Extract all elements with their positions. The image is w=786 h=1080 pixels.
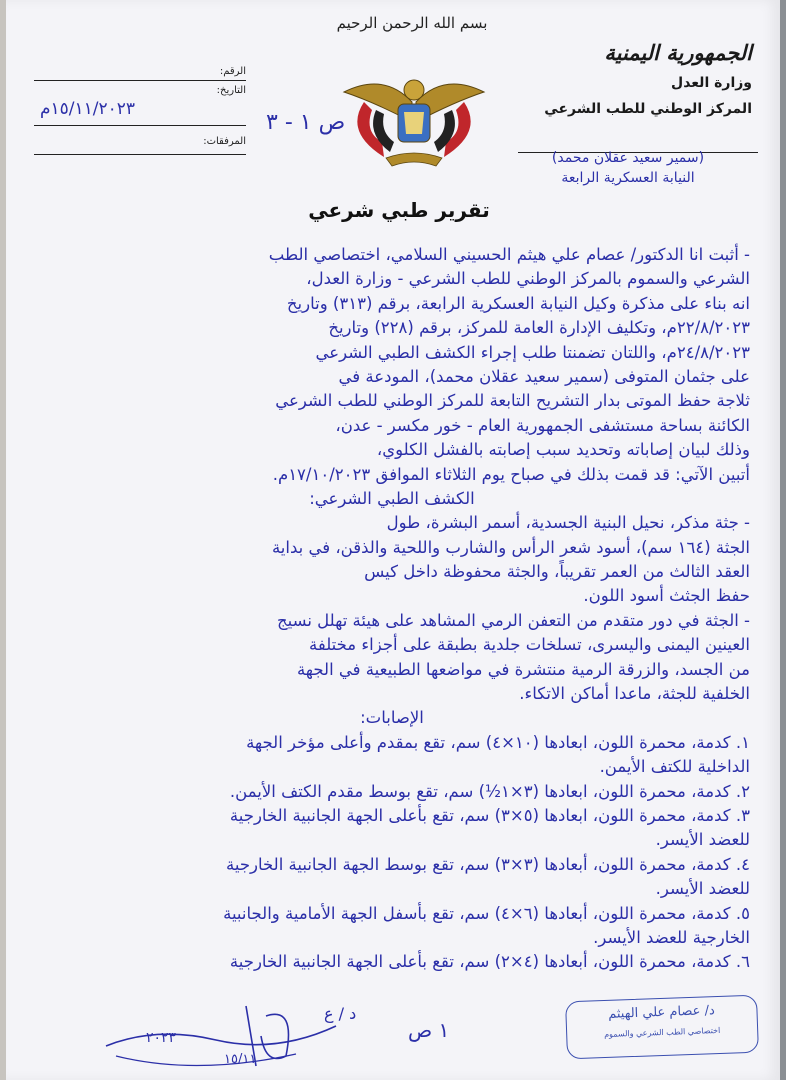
report-line: الكشف الطبي الشرعي: (309, 488, 475, 508)
center-name: المركز الوطني للطب الشرعي (544, 101, 752, 117)
reference-block (34, 62, 246, 155)
signature-date: ٢٠٢٣ (146, 1030, 177, 1046)
date-value: ١٥/١١/٢٠٢٣م (40, 99, 136, 119)
report-line: للعضد الأيسر. (655, 830, 750, 850)
doctor-stamp (565, 995, 759, 1060)
report-line: ٣. كدمة، محمرة اللون، ابعادها (٥×٣) سم، تقع بأعلى الجهة الجانبية الخارجية (229, 805, 750, 825)
report-line: - أثبت انا الدكتور/ عصام علي هيثم الحسيني السلامي، اختصاصي الطب (268, 245, 750, 264)
attachments-label: المرفقات: (203, 136, 246, 147)
subject-name: (سمير سعيد عقلان محمد) (551, 150, 705, 166)
institution-header (542, 40, 752, 117)
ref-label: الرقم: (219, 66, 246, 77)
signature-scribble (96, 996, 396, 1076)
report-line: الكائنة بساحة مستشفى الجمهورية العام - خور مكسر - عدن، (335, 415, 750, 435)
report-line: للعضد الأيسر. (655, 879, 750, 899)
report-line: الداخلية للكتف الأيمن. (599, 757, 750, 777)
republic-name: الجمهورية اليمنية (604, 40, 752, 65)
report-line: على جثمان المتوفى (سمير سعيد عقلان محمد)، المودعة في (338, 366, 750, 386)
subject-annotation (498, 148, 758, 188)
signature-mark: د / ع (324, 1004, 357, 1023)
attachments-row (34, 126, 246, 155)
report-line: من الجسد، والزرقة الرمية منتشرة في مواضعها الطبيعية في الجهة (296, 659, 750, 679)
document-page (6, 0, 780, 1080)
report-line: أتبين الآتي: قد قمت بذلك في صباح يوم الثلاثاء الموافق ١٧/١٠/٢٠٢٣م. (272, 464, 750, 484)
report-line: ٢٢/٨/٢٠٢٣م، وتكليف الإدارة العامة للمركز، برقم (٢٢٨) وتاريخ (328, 318, 750, 338)
page-number: ١ ص (408, 1018, 450, 1042)
date-label: التاريخ: (216, 85, 246, 96)
report-line: الخارجية للعضد الأيسر. (593, 927, 750, 947)
report-line: - الجثة في دور متقدم من التعفن الرمي المشاهد على هيئة تهلل نسيج (276, 610, 750, 630)
report-body (34, 243, 750, 975)
report-line: العقد الثالث من العمر تقريباً، والجثة محفوظة داخل كيس (364, 562, 750, 582)
report-line: ٢٤/٨/٢٠٢٣م، واللتان تضمنتا طلب إجراء الكشف الطبي الشرعي (315, 342, 750, 362)
stamp-subtitle: اختصاصي الطب الشرعي والسموم (603, 1025, 721, 1040)
bismillah-text: بسم الله الرحمن الرحيم (336, 14, 488, 32)
report-line: الإصابات: (360, 708, 424, 728)
report-line: ٤. كدمة، محمرة اللون، أبعادها (٣×٣) سم، تقع بوسط الجهة الجانبية الخارجية (226, 854, 750, 874)
report-line: الخلفية للجثة، ماعدا أماكن الاتكاء. (519, 684, 750, 704)
date-row (34, 81, 246, 126)
report-line: وذلك لبيان إصاباته وتحديد سبب إصابته بالفشل الكلوي، (376, 440, 750, 460)
report-line: ٦. كدمة، محمرة اللون، أبعادها (٤×٢) سم، تقع بأعلى الجهة الجانبية الخارجية (229, 952, 750, 972)
eagle-emblem-icon (324, 62, 504, 172)
paper-edge-right (780, 0, 786, 1080)
report-line: الشرعي والسموم بالمركز الوطني للطب الشرعي - وزارة العدل، (306, 269, 750, 289)
report-line: العينين اليمنى واليسرى، تسلخات جلدية بطبقة على أجزاء مختلفة (309, 635, 750, 655)
subject-office: النيابة العسكرية الرابعة (561, 170, 695, 186)
signature-day: ١٥/١١ (224, 1052, 257, 1067)
report-line: ٥. كدمة، محمرة اللون، أبعادها (٦×٤) سم، تقع بأسفل الجهة الأمامية والجانبية (223, 903, 750, 923)
report-line: انه بناء على مذكرة وكيل النيابة العسكرية الرابعة، برقم (٣١٣) وتاريخ (286, 293, 750, 313)
report-line: ٢. كدمة، محمرة اللون، ابعادها (٣×١½) سم، تقع بوسط مقدم الكتف الأيمن. (229, 781, 750, 801)
ref-row (34, 62, 246, 81)
ministry-name: وزارة العدل (671, 75, 752, 91)
report-line: الجثة (١٦٤ سم)، أسود شعر الرأس والشارب واللحية والذقن، في بداية (271, 537, 750, 557)
report-line: - جثة مذكر، نحيل البنية الجسدية، أسمر البشرة، طول (386, 513, 750, 533)
stamp-name: د/ عصام علي الهيثم (607, 1003, 716, 1022)
report-line: حفظ الجثث أسود اللون. (583, 586, 750, 606)
report-line: ثلاجة حفظ الموتى بدار التشريح التابعة للمركز الوطني للطب الشرعي (275, 391, 750, 411)
report-line: ١. كدمة، محمرة اللون، ابعادها (١٠×٤) سم، تقع بمقدم وأعلى مؤخر الجهة (246, 732, 750, 752)
handwritten-page-ref: ص ١ - ٣ (266, 110, 346, 135)
report-title: تقرير طبي شرعي (308, 198, 490, 222)
